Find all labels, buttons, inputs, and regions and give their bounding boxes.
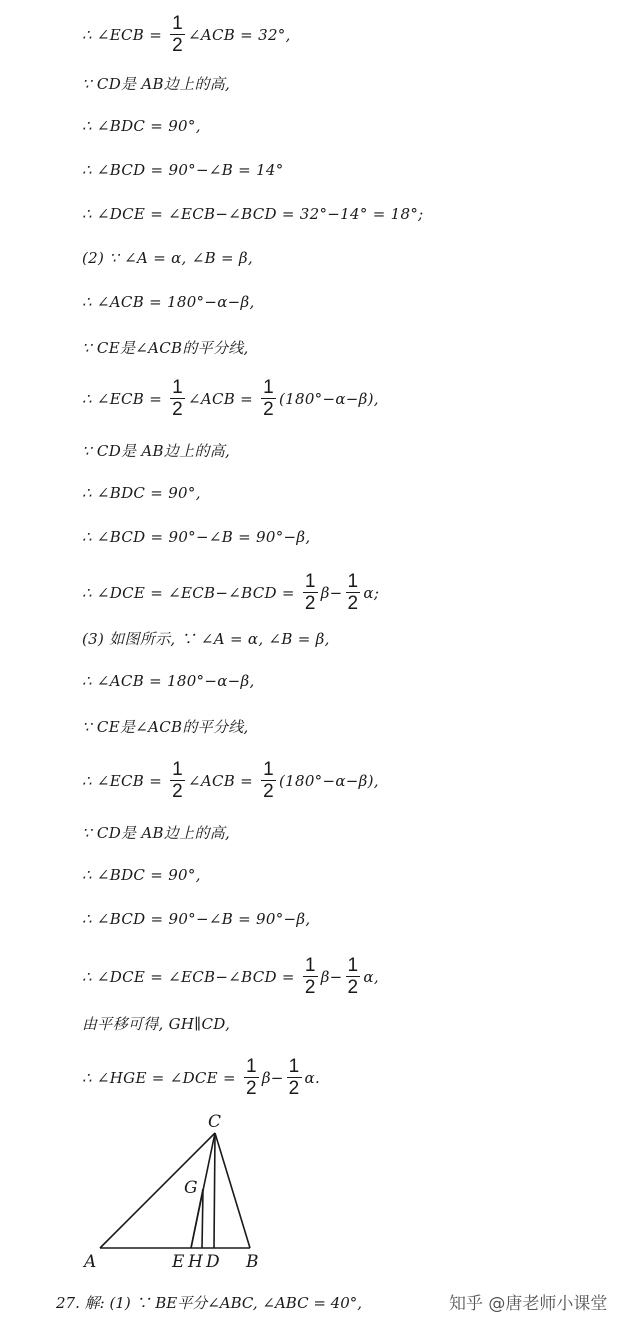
math-text: ∠ACB = 32°, xyxy=(188,25,291,44)
solution-line xyxy=(82,822,230,843)
math-text: ∵ CE是∠ACB的平分线, xyxy=(82,339,249,357)
label-a: A xyxy=(84,1252,97,1272)
math-text: ∵ CE是∠ACB的平分线, xyxy=(82,718,249,736)
fraction xyxy=(287,1057,302,1098)
math-text: β− xyxy=(320,967,343,986)
solution-line xyxy=(82,1013,230,1034)
next-problem-line: 27. 解: (1) ∵ BE平分∠ABC, ∠ABC = 40°, xyxy=(56,1294,363,1312)
fraction-numerator: 1 xyxy=(172,377,184,398)
fraction-denominator: 2 xyxy=(304,593,316,614)
fraction-numerator: 1 xyxy=(245,1056,257,1077)
fraction xyxy=(244,1057,259,1098)
fraction-denominator: 2 xyxy=(263,781,274,802)
math-text: ∴ ∠BDC = 90°, xyxy=(82,484,201,502)
math-text: ∴ ∠BCD = 90°−∠B = 90°−β, xyxy=(82,528,311,546)
fraction xyxy=(261,378,276,419)
fraction-numerator: 1 xyxy=(172,759,184,780)
solution-line xyxy=(82,14,291,55)
math-text: ∠ACB = xyxy=(188,771,259,790)
solution-line xyxy=(82,73,230,94)
fraction-numerator: 1 xyxy=(172,13,184,34)
label-c: C xyxy=(208,1112,222,1132)
fraction-denominator: 2 xyxy=(347,977,359,998)
solution-line xyxy=(82,528,310,546)
solution-line xyxy=(82,956,379,997)
fraction-denominator: 2 xyxy=(172,35,184,56)
math-text: α; xyxy=(363,583,380,602)
segment-gh xyxy=(202,1189,203,1248)
solution-line xyxy=(82,249,253,267)
segment-cd xyxy=(214,1133,215,1248)
solution-line xyxy=(82,672,255,690)
fraction-denominator: 2 xyxy=(245,1078,257,1099)
fraction xyxy=(346,572,361,613)
fraction xyxy=(261,760,276,801)
math-text: ∵ CD是 AB边上的高, xyxy=(82,824,231,842)
watermark: 知乎 @唐老师小课堂 xyxy=(449,1294,608,1314)
math-text: ∴ ∠DCE = ∠ECB−∠BCD = xyxy=(82,967,300,986)
math-text: 由平移可得, GH∥CD, xyxy=(82,1015,231,1033)
solution-line xyxy=(82,293,255,311)
solution-line xyxy=(82,117,201,135)
segment-ac xyxy=(100,1133,215,1248)
math-text: ∴ ∠DCE = ∠ECB−∠BCD = 32°−14° = 18°; xyxy=(82,205,424,223)
triangle-figure xyxy=(80,1105,280,1280)
math-text: (180°−α−β), xyxy=(279,771,379,790)
fraction xyxy=(170,760,185,801)
solution-line xyxy=(82,866,201,884)
math-text: ∵ CD是 AB边上的高, xyxy=(82,442,231,460)
solution-line xyxy=(82,440,230,461)
fraction xyxy=(346,956,361,997)
solution-line xyxy=(82,910,310,928)
fraction-numerator: 1 xyxy=(288,1056,300,1077)
solution-line xyxy=(82,337,249,358)
math-text: ∴ ∠ECB = xyxy=(82,25,168,44)
label-d: D xyxy=(206,1252,220,1272)
solution-line xyxy=(82,161,284,179)
fraction xyxy=(303,572,318,613)
math-text: ∴ ∠BDC = 90°, xyxy=(82,117,201,135)
fraction-denominator: 2 xyxy=(263,399,274,420)
fraction-denominator: 2 xyxy=(304,977,316,998)
fraction-numerator: 1 xyxy=(304,571,316,592)
solution-line xyxy=(82,572,379,613)
math-text: ∠ACB = xyxy=(188,389,259,408)
solution-line xyxy=(82,1057,320,1098)
label-b: B xyxy=(246,1252,259,1272)
solution-line xyxy=(82,628,330,649)
solution-line xyxy=(82,205,424,223)
math-text: α, xyxy=(363,967,379,986)
fraction-denominator: 2 xyxy=(172,399,184,420)
solution-line xyxy=(82,760,379,801)
math-text: ∴ ∠ACB = 180°−α−β, xyxy=(82,293,255,311)
math-text: β− xyxy=(320,583,343,602)
math-text: ∴ ∠ACB = 180°−α−β, xyxy=(82,672,255,690)
math-text: β− xyxy=(261,1068,284,1087)
fraction xyxy=(170,14,185,55)
math-text: ∴ ∠DCE = ∠ECB−∠BCD = xyxy=(82,583,300,602)
math-text: ∴ ∠BCD = 90°−∠B = 90°−β, xyxy=(82,910,311,928)
segment-bc xyxy=(215,1133,250,1248)
fraction-numerator: 1 xyxy=(263,759,274,780)
solution-line xyxy=(82,378,379,419)
solution-line xyxy=(82,716,249,737)
fraction-numerator: 1 xyxy=(304,955,316,976)
math-text: ∴ ∠BDC = 90°, xyxy=(82,866,201,884)
fraction-numerator: 1 xyxy=(347,571,359,592)
fraction-numerator: 1 xyxy=(347,955,359,976)
fraction-denominator: 2 xyxy=(347,593,359,614)
math-text: ∴ ∠HGE = ∠DCE = xyxy=(82,1068,241,1087)
fraction xyxy=(170,378,185,419)
math-text: ∴ ∠BCD = 90°−∠B = 14° xyxy=(82,161,284,179)
math-text: ∴ ∠ECB = xyxy=(82,771,168,790)
fraction-denominator: 2 xyxy=(288,1078,300,1099)
fraction-denominator: 2 xyxy=(172,781,184,802)
math-text: (3) 如图所示, ∵ ∠A = α, ∠B = β, xyxy=(82,630,330,648)
solution-line xyxy=(82,484,201,502)
label-g: G xyxy=(184,1178,198,1198)
fraction-numerator: 1 xyxy=(263,377,274,398)
math-text: α. xyxy=(304,1068,321,1087)
fraction xyxy=(303,956,318,997)
label-h: H xyxy=(188,1252,203,1272)
label-e: E xyxy=(172,1252,185,1272)
math-text: (2) ∵ ∠A = α, ∠B = β, xyxy=(82,249,253,267)
math-text: ∴ ∠ECB = xyxy=(82,389,168,408)
math-text: (180°−α−β), xyxy=(279,389,379,408)
math-text: ∵ CD是 AB边上的高, xyxy=(82,75,231,93)
